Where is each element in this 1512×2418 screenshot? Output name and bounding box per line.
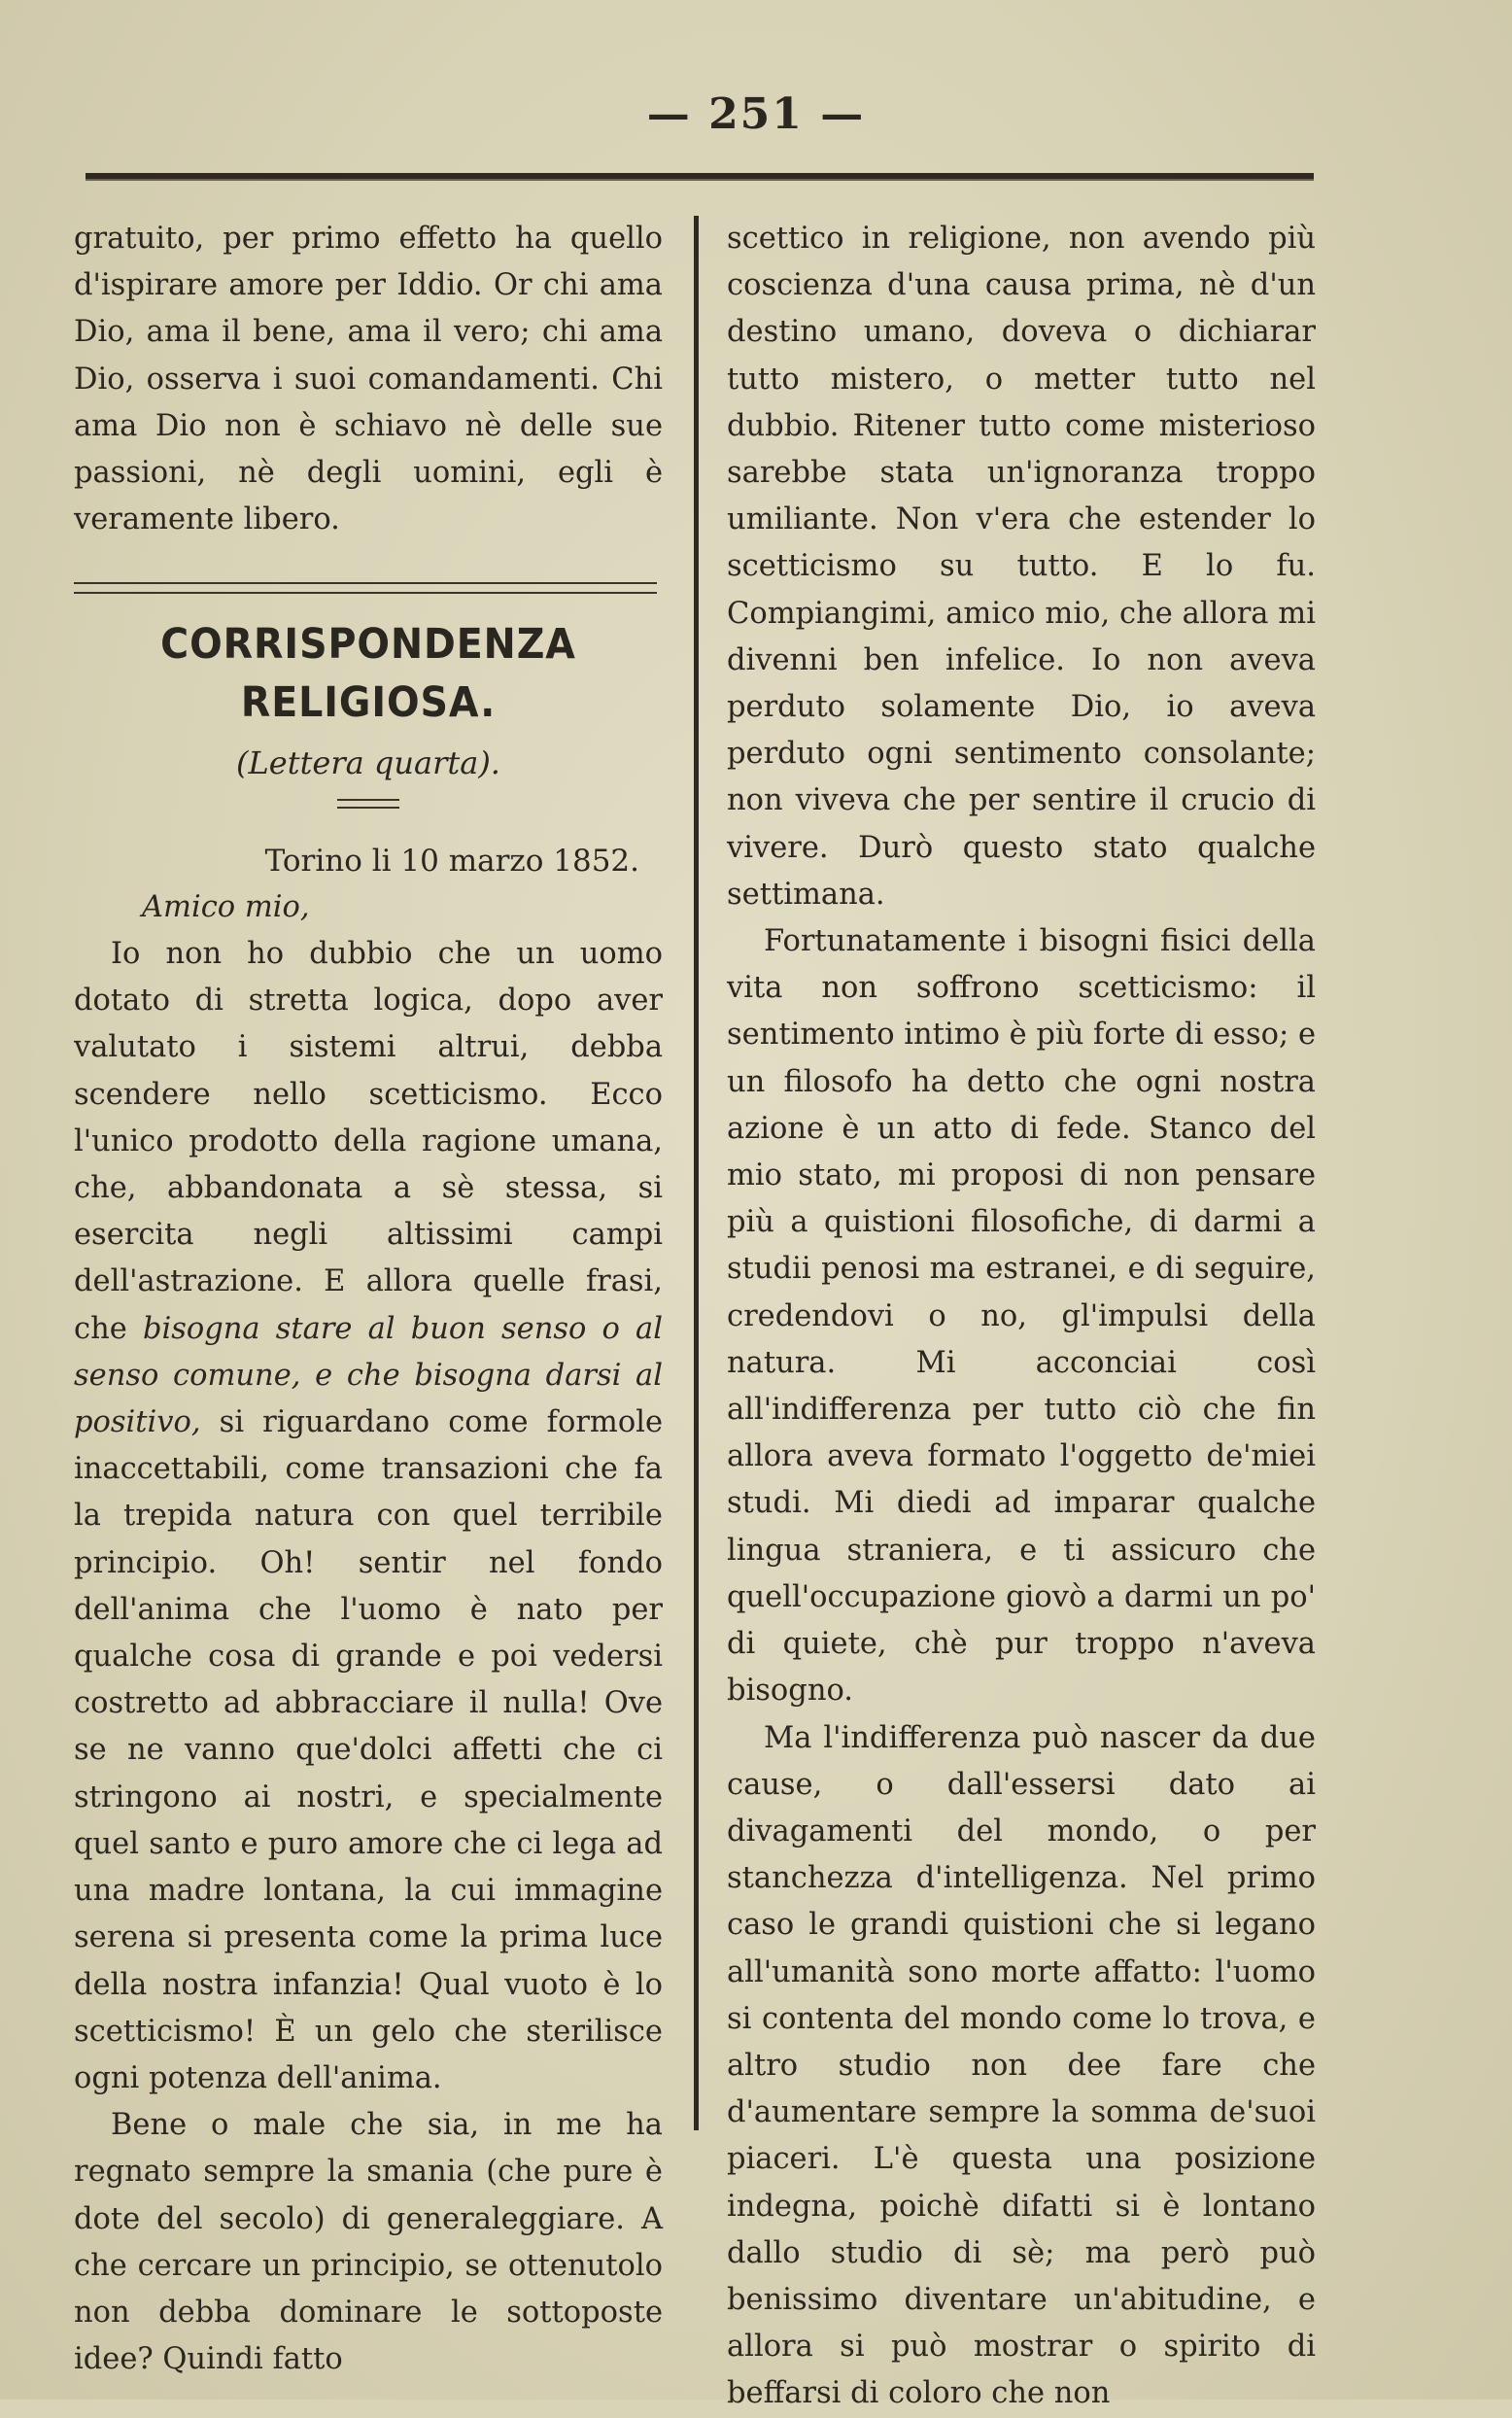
body-text: Io non ho dubbio che un uomo dotato di stretta logica, dopo aver valutato i sistemi altrui, debba scendere nello scetticismo. Ecco l'unico prodotto della ragione umana, che, abbandonata a sè stessa, si esercita negli altissimi campi dell'astrazione. E allora quelle frasi, che — [74, 937, 663, 1346]
body-paragraph: scettico in religione, non avendo più coscienza d'una causa prima, nè d'un destino umano, doveva o dichiarar tutto mistero, o metter tutto nel dubbio. Ritener tutto come misterioso sarebbe stata un'ignoranza troppo umiliante. Non v'era che estender lo scetticismo su tutto. E lo fu. Compiangimi, amico mio, che allora mi divenni ben infelice. Io non aveva perduto solamente Dio, io aveva perduto ogni sentimento consolante; non viveva che per sentire il crucio di vivere. Durò questo stato qualche settimana. — [727, 222, 1316, 912]
letter-salutation: Amico mio, — [142, 889, 310, 924]
body-paragraph: Fortunatamente i bisogni fisici della vita non soffrono scetticismo: il sentimento intimo è più forte di esso; e un filosofo ha detto che ogni nostra azione è un atto di fede. Stanco del mio stato, mi proposi di non pensare più a quistioni filosofiche, di darmi a studii penosi ma estranei, e di seguire, credendovi o no, gl'impulsi della natura. Mi acconciai così all'indifferenza per tutto ciò che fin allora aveva formato l'oggetto de'miei studi. Mi diedi ad imparar qualche lingua straniera, e ti assicuro che quell'occupazione giovò a darmi un po' di quiete, chè pur troppo n'aveva bisogno. — [727, 924, 1316, 1709]
header-rule — [86, 173, 1314, 181]
letter-date: Torino li 10 marzo 1852. — [264, 843, 639, 879]
body-paragraph: Bene o male che sia, in me ha regnato sempre la smania (che pure è dote del secolo) di generaleggiare. A che cercare un principio, se ottenutolo non debba dominare le sottoposte idee? Quindi fatto — [74, 2108, 663, 2377]
column-divider — [694, 216, 699, 2130]
intro-paragraph: gratuito, per primo effetto ha quello d'ispirare amore per Iddio. Or chi ama Dio, ama il bene, ama il vero; chi ama Dio, osserva i suoi comandamenti. Chi ama Dio non è schiavo nè delle sue passioni, nè degli uomini, egli è veramente libero. — [74, 222, 663, 537]
section-title: CORRISPONDENZA RELIGIOSA. — [160, 620, 576, 728]
letter-subtitle: (Lettera quarta). — [236, 744, 500, 782]
body-text: si riguardano come formole inaccettabili, come transazioni che fa la trepida natura con quel terribile principio. Oh! sentir nel fondo dell'anima che l'uomo è nato per qualche cosa di grande e poi vedersi costretto ad abbracciare il nulla! Ove se ne vanno que'dolci affetti che ci stringono ai nostri, e specialmente quel santo e puro amore che ci lega ad una madre lontana, la cui immagine serena si presenta come la prima luce della nostra infanzia! Qual vuoto è lo scetticismo! È un gelo che sterilisce ogni potenza dell'anima. — [74, 1405, 663, 2095]
section-rule — [74, 582, 657, 594]
subtitle-rule — [337, 799, 399, 809]
page-number: — 251 — — [646, 89, 866, 139]
right-column — [727, 216, 1316, 2418]
left-column — [74, 216, 663, 2383]
italic-quote: bisogna stare al buon senso o al senso comune, e che bisogna darsi al positivo, — [74, 1311, 663, 1440]
body-paragraph: Ma l'indifferenza può nascer da due cause, o dall'essersi dato ai divagamenti del mondo, o per stanchezza d'intelligenza. Nel primo caso le grandi quistioni che si legano all'umanità sono morte affatto: l'uomo si contenta del mondo come lo trova, e altro studio non dee fare che d'aumentare sempre la somma de'suoi piaceri. L'è questa una posizione indegna, poichè difatti si è lontano dallo studio di sè; ma però può benissimo diventare un'abitudine, e allora si può mostrar o spirito di beffarsi di coloro che non — [727, 1720, 1316, 2411]
body-paragraph — [74, 931, 663, 2102]
